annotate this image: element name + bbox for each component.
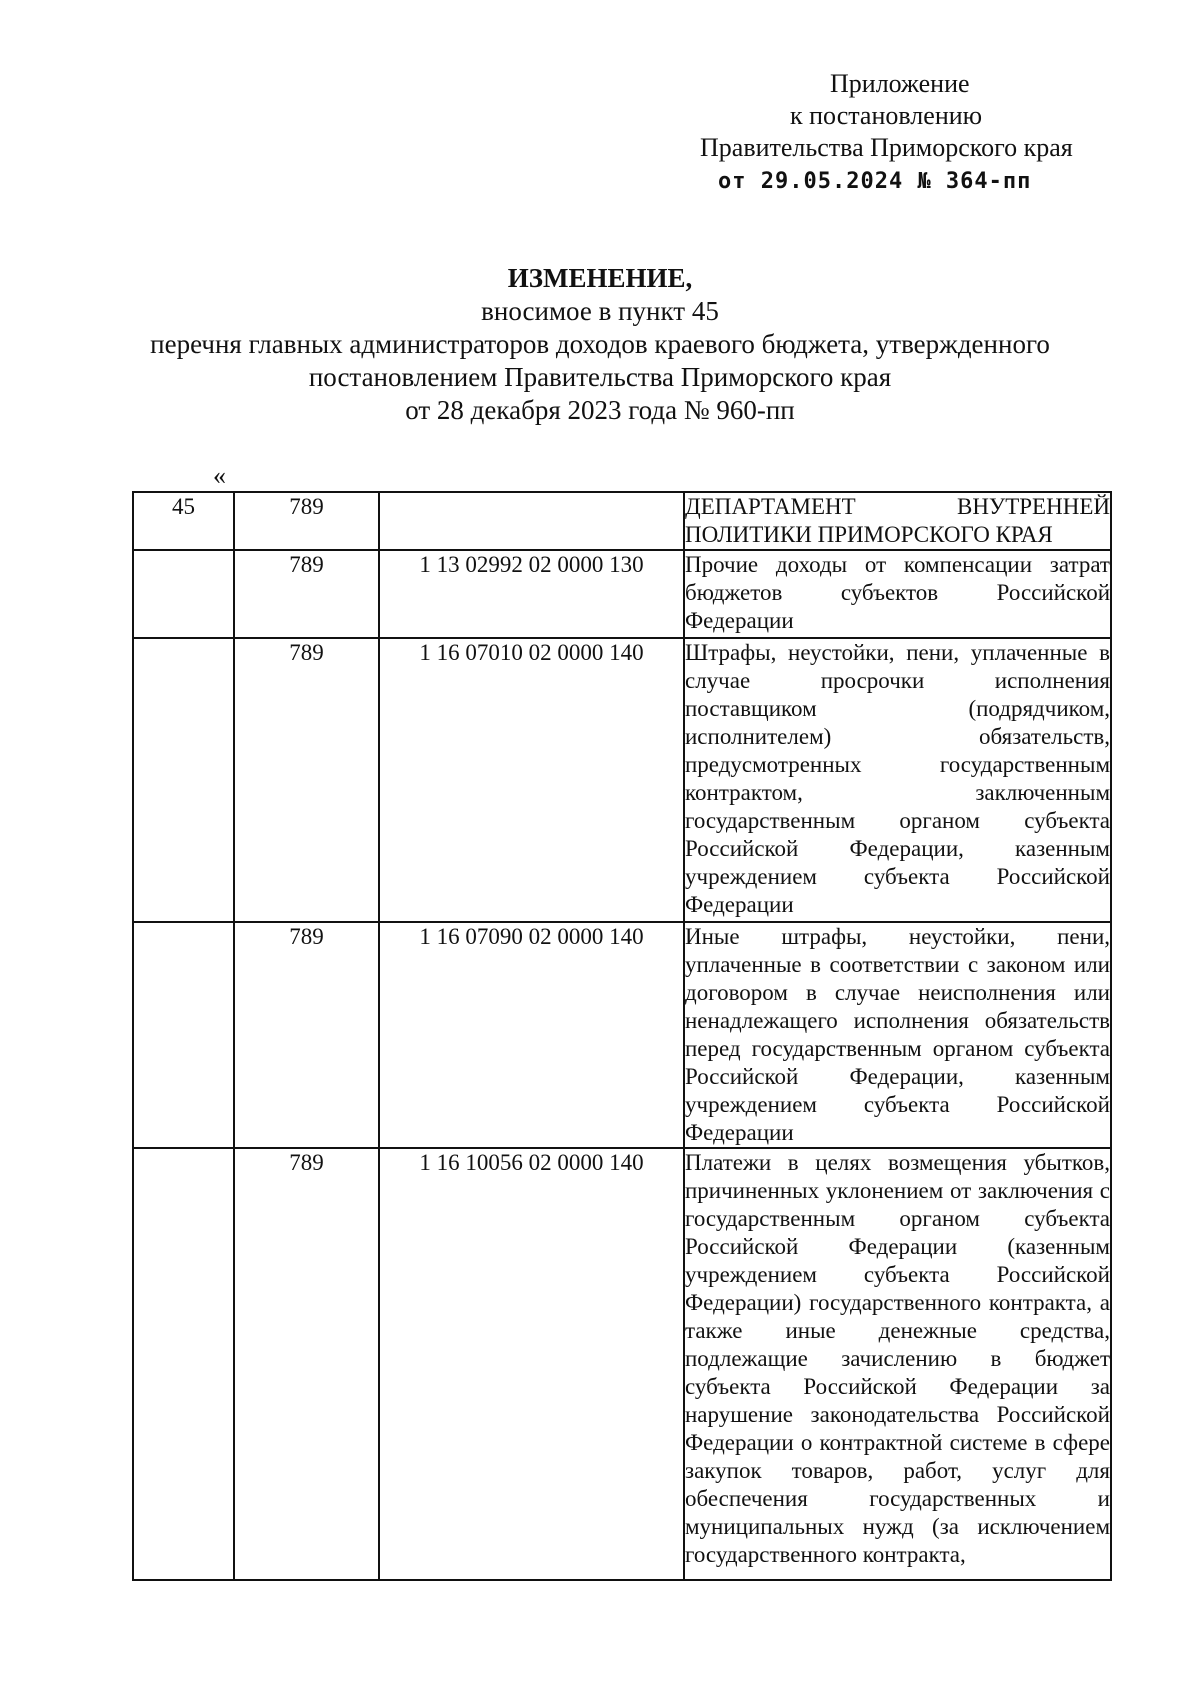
cell-revenue-code: 1 16 07090 02 0000 140 — [379, 922, 684, 1148]
cell-department-name — [684, 492, 1111, 550]
table-row-department — [133, 492, 1111, 550]
department-name-line-1: ДЕПАРТАМЕНТ ВНУТРЕННЕЙ — [685, 494, 1110, 519]
cell-admin-code: 789 — [234, 1148, 379, 1580]
appendix-line-3: Правительства Приморского края — [700, 133, 1073, 162]
cell-item-number — [133, 922, 234, 1148]
appendix-block — [700, 68, 1140, 198]
appendix-line-2: к постановлению — [790, 101, 983, 130]
heading-line-4: от 28 декабря 2023 года № 960-пп — [405, 395, 795, 425]
cell-admin-code: 789 — [234, 492, 379, 550]
cell-admin-code: 789 — [234, 550, 379, 638]
department-name-line-2: ПОЛИТИКИ ПРИМОРСКОГО КРАЯ — [685, 522, 1053, 547]
cell-item-number — [133, 1148, 234, 1580]
table-row — [133, 1148, 1111, 1580]
table-row — [133, 922, 1111, 1148]
cell-item-number — [133, 550, 234, 638]
appendix-decree-number: от 29.05.2024 № 364-пп — [718, 169, 1032, 194]
table-row — [133, 550, 1111, 638]
cell-revenue-description: Платежи в целях возмещения убытков, причиненных уклонением от заключения с государственным органом субъекта Российской Федерации (казенным учреждением субъекта Российской Федерации) государственного контракта, а также иные денежные средства, подлежащие зачислению в бюджет субъекта Российской Федерации за нарушение законодательства Российской Федерации о контрактной системе в сфере закупок товаров, работ, услуг для обеспечения государственных и муниципальных нужд (за исключением государственного контракта, — [684, 1148, 1111, 1580]
cell-item-number: 45 — [133, 492, 234, 550]
cell-item-number — [133, 638, 234, 922]
cell-revenue-description: Прочие доходы от компенсации затрат бюджетов субъектов Российской Федерации — [684, 550, 1111, 638]
heading-line-3: постановлением Правительства Приморского края — [308, 362, 892, 392]
cell-revenue-code: 1 16 07010 02 0000 140 — [379, 638, 684, 922]
opening-quote-mark: « — [213, 461, 226, 490]
cell-admin-code: 789 — [234, 922, 379, 1148]
heading-line-1: вносимое в пункт 45 — [481, 296, 719, 326]
cell-admin-code: 789 — [234, 638, 379, 922]
cell-revenue-description: Иные штрафы, неустойки, пени, уплаченные в соответствии с законом или договором в случае неисполнения или ненадлежащего исполнения обязательств перед государственным органом субъекта Российской Федерации, казенным учреждением субъекта Российской Федерации — [684, 922, 1111, 1148]
appendix-line-1: Приложение — [830, 69, 970, 98]
table-row — [133, 638, 1111, 922]
document-heading — [100, 262, 1100, 427]
heading-line-2: перечня главных администраторов доходов краевого бюджета, утвержденного — [150, 329, 1050, 359]
cell-revenue-code: 1 16 10056 02 0000 140 — [379, 1148, 684, 1580]
cell-revenue-description: Штрафы, неустойки, пени, уплаченные в случае просрочки исполнения поставщиком (подрядчиком, исполнителем) обязательств, предусмотренных государственным контрактом, заключенным государственным органом субъекта Российской Федерации, казенным учреждением субъекта Российской Федерации — [684, 638, 1111, 922]
revenue-administrators-table — [132, 491, 1112, 1581]
cell-revenue-code — [379, 492, 684, 550]
heading-title: ИЗМЕНЕНИЕ, — [507, 263, 693, 293]
cell-revenue-code: 1 13 02992 02 0000 130 — [379, 550, 684, 638]
